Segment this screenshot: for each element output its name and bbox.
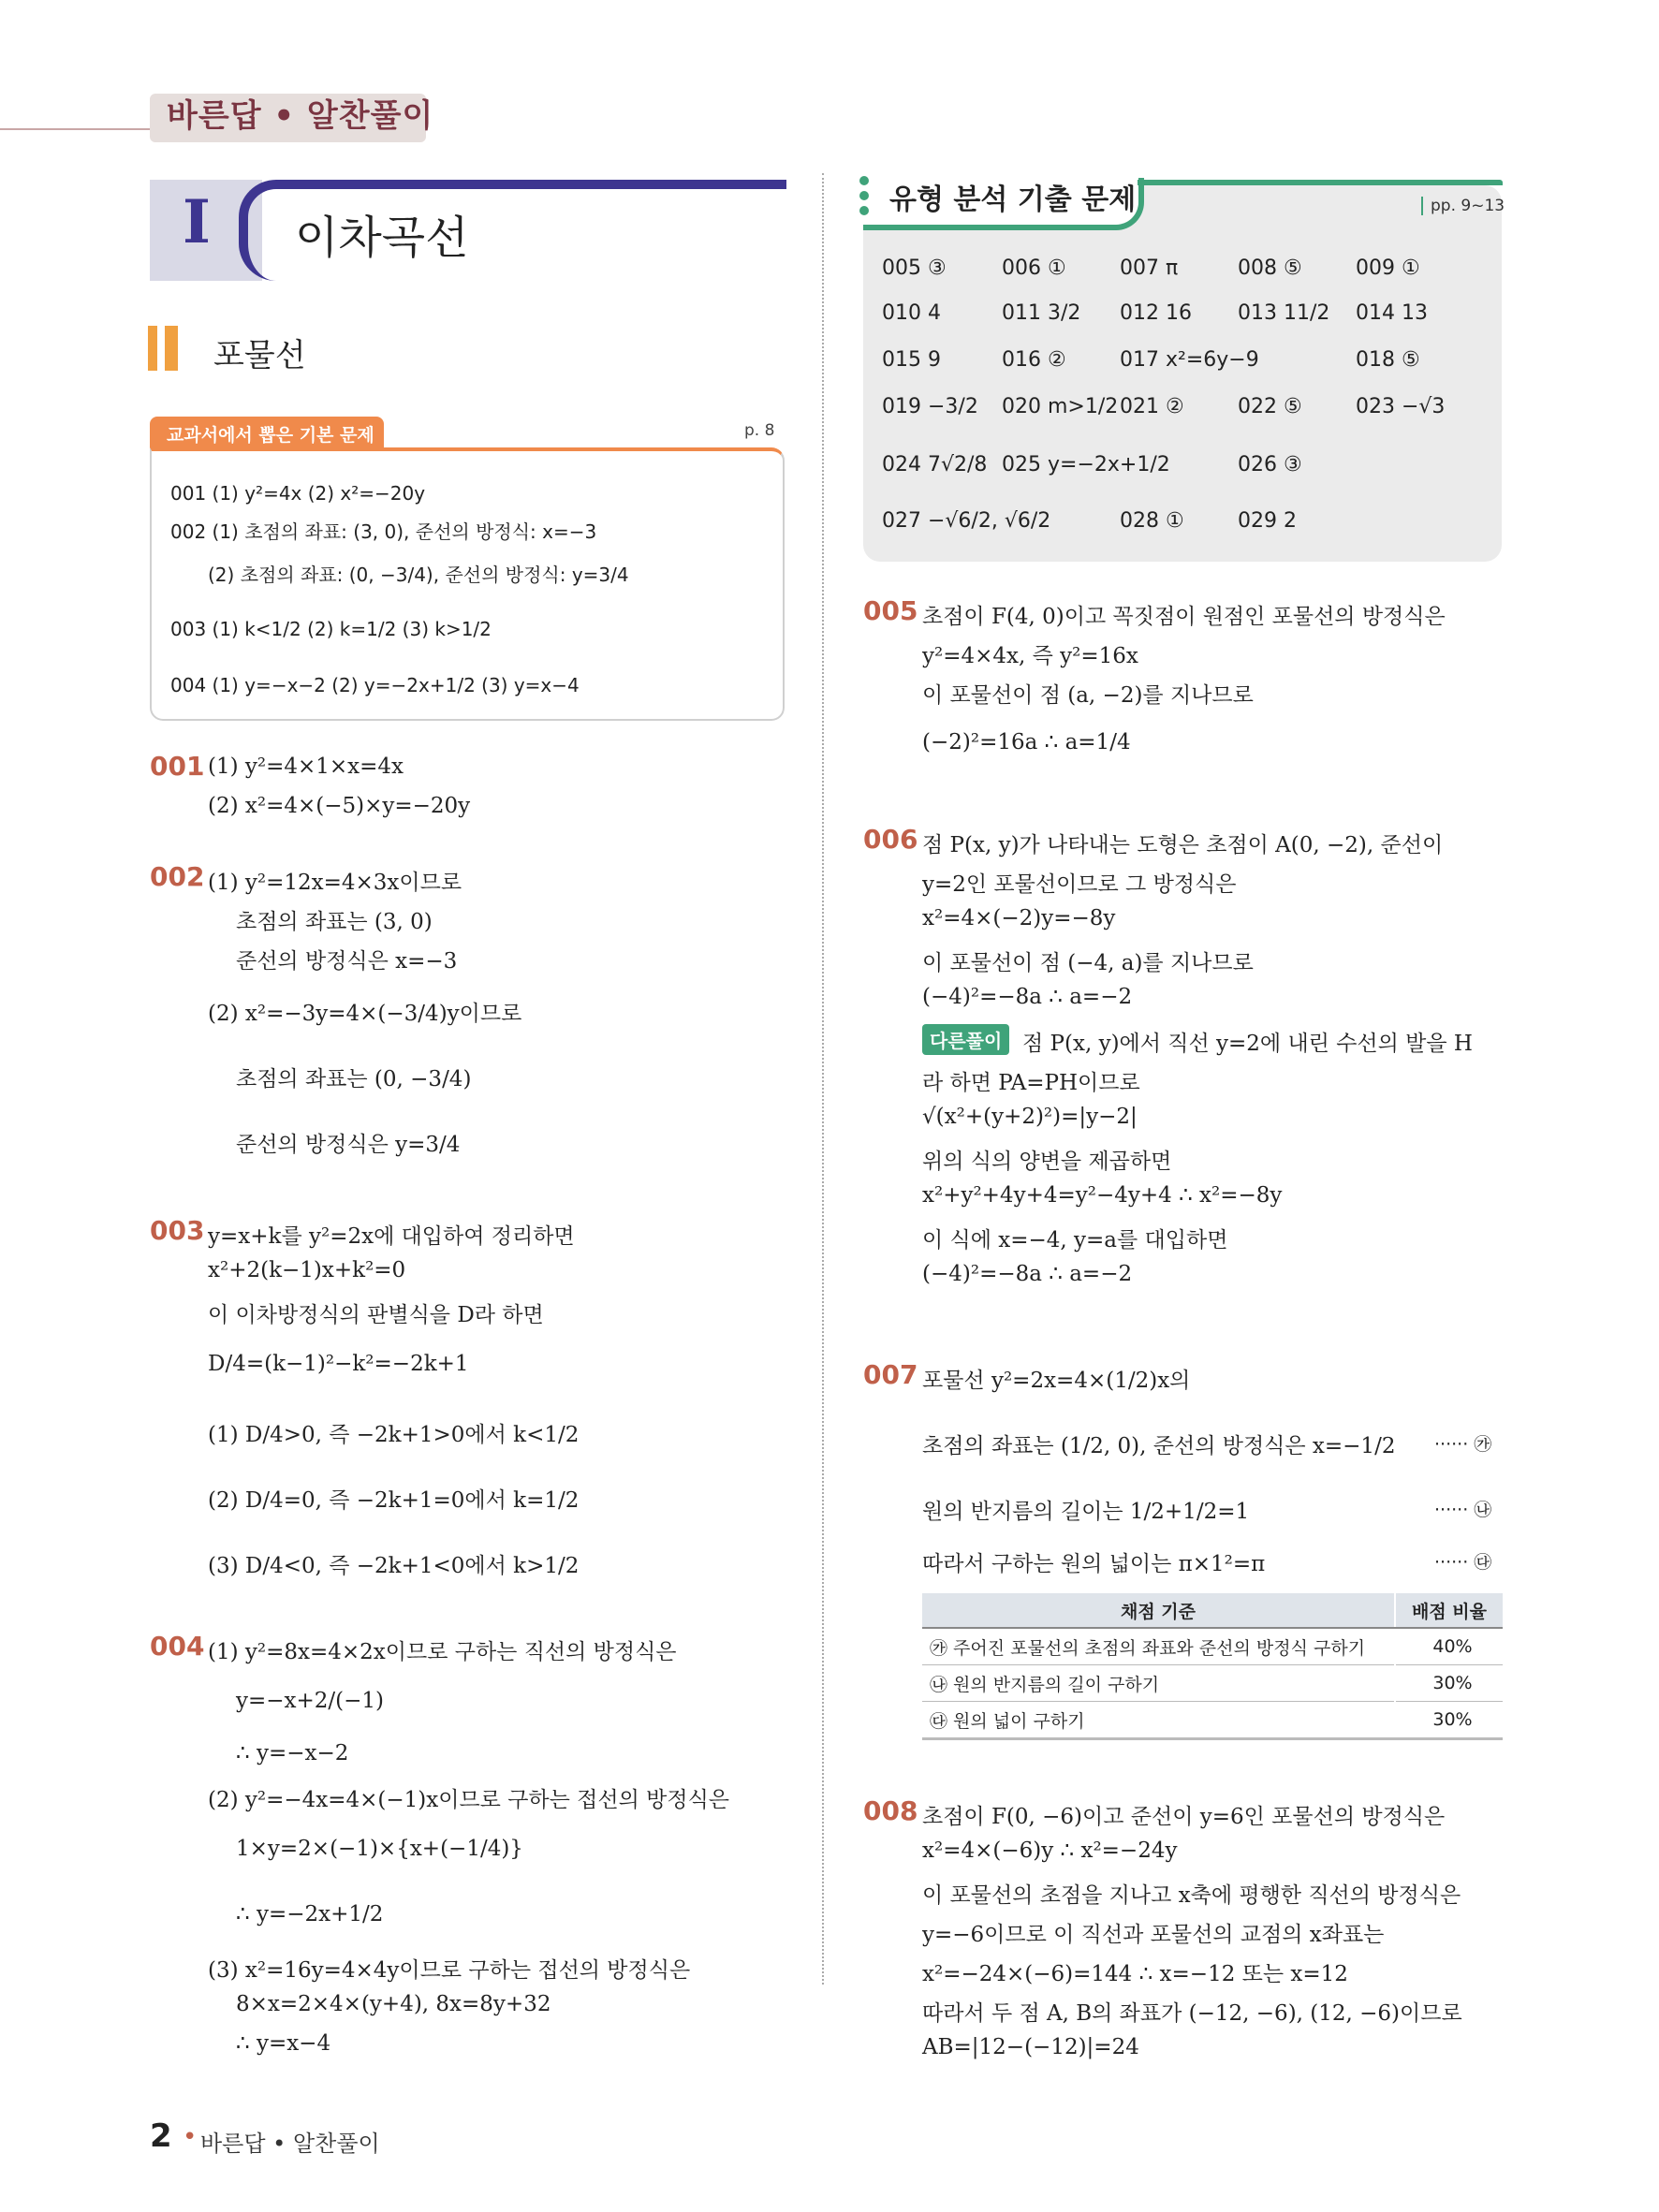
- solution-line: 초점의 좌표는 (0, −3/4): [236, 1067, 472, 1091]
- solution-line: (1) y²=8x=4×2x이므로 구하는 직선의 방정식은: [208, 1640, 677, 1664]
- solution-line: (2) x²=−3y=4×(−3/4)y이므로: [208, 1002, 522, 1026]
- solution-line: (2) y²=−4x=4×(−1)x이므로 구하는 접선의 방정식은: [208, 1788, 730, 1812]
- analysis-title: 유형 분석 기출 문제: [889, 183, 1137, 216]
- solution-line: D/4=(k−1)²−k²=−2k+1: [208, 1352, 469, 1376]
- solution-line: y=−6이므로 이 직선과 포물선의 교점의 x좌표는: [922, 1923, 1385, 1947]
- answer-item: 005 ③: [882, 256, 947, 280]
- section-marker: [165, 326, 178, 371]
- table-header-ratio: 배점 비율: [1395, 1593, 1503, 1628]
- page-number: 2: [150, 2117, 172, 2155]
- solution-line: 점 P(x, y)가 나타내는 도형은 초점이 A(0, −2), 준선이: [922, 833, 1444, 857]
- mark-label: ······ ㉮: [1434, 1434, 1492, 1455]
- solution-line: 이 포물선의 초점을 지나고 x축에 평행한 직선의 방정식은: [922, 1883, 1461, 1908]
- solution-line: (2) x²=4×(−5)×y=−20y: [208, 794, 471, 818]
- basic-line: 001 (1) y²=4x (2) x²=−20y: [170, 482, 426, 505]
- solution-line: y=−x+2/(−1): [236, 1689, 385, 1713]
- answer-item: 029 2: [1238, 509, 1297, 533]
- mark-label: ······ ㉰: [1434, 1552, 1492, 1573]
- solution-line: 포물선 y²=2x=4×(1/2)x의: [922, 1369, 1191, 1393]
- solution-line: 따라서 두 점 A, B의 좌표가 (−12, −6), (12, −6)이므로: [922, 2001, 1462, 2026]
- solution-line: 1×y=2×(−1)×{x+(−1/4)}: [236, 1837, 523, 1861]
- solution-line: 점 P(x, y)에서 직선 y=2에 내린 수선의 발을 H: [1022, 1032, 1473, 1056]
- solution-line: ∴ y=−2x+1/2: [236, 1902, 384, 1926]
- answer-item: 026 ③: [1238, 453, 1302, 476]
- solution-number: 003: [150, 1215, 205, 1246]
- answer-item: 008 ⑤: [1238, 256, 1302, 280]
- table-cell: 30%: [1395, 1665, 1503, 1702]
- solution-line: x²+y²+4y+4=y²−4y+4 ∴ x²=−8y: [922, 1183, 1283, 1208]
- solution-line: (1) D/4>0, 즉 −2k+1>0에서 k<1/2: [208, 1423, 580, 1447]
- solution-line: 이 식에 x=−4, y=a를 대입하면: [922, 1228, 1228, 1252]
- solution-line: 이 포물선이 점 (−4, a)를 지나므로: [922, 951, 1254, 975]
- table-cell: 40%: [1395, 1628, 1503, 1665]
- table-row: [922, 1665, 1503, 1702]
- solution-number: 008: [863, 1795, 918, 1826]
- section-title: 포물선: [213, 337, 306, 374]
- answer-item: 009 ①: [1356, 256, 1420, 280]
- dot-icon: [859, 191, 869, 200]
- solution-line: y=2인 포물선이므로 그 방정식은: [922, 872, 1237, 897]
- answer-item: 015 9: [882, 348, 941, 372]
- scoring-table: [922, 1593, 1503, 1740]
- answer-item: 025 y=−2x+1/2: [1002, 453, 1170, 476]
- answer-item: 024 7√2/8: [882, 453, 988, 476]
- table-cell: ㉰ 원의 넓이 구하기: [922, 1702, 1395, 1739]
- solution-line: x²=−24×(−6)=144 ∴ x=−12 또는 x=12: [922, 1962, 1348, 1986]
- basic-tag-label: 교과서에서 뽑은 기본 문제: [167, 425, 374, 446]
- solution-line: x²+2(k−1)x+k²=0: [208, 1258, 406, 1282]
- solution-line: y=x+k를 y²=2x에 대입하여 정리하면: [208, 1224, 575, 1249]
- solution-line: (1) y²=12x=4×3x이므로: [208, 871, 462, 895]
- solution-line: (3) x²=16y=4×4y이므로 구하는 접선의 방정식은: [208, 1958, 691, 1983]
- answer-item: 022 ⑤: [1238, 395, 1302, 418]
- solution-line: (−4)²=−8a ∴ a=−2: [922, 985, 1133, 1009]
- table-header-row: [922, 1593, 1503, 1628]
- solution-line: 초점이 F(4, 0)이고 꼭짓점이 원점인 포물선의 방정식은: [922, 605, 1446, 629]
- solution-number: 006: [863, 824, 918, 855]
- table-row: [922, 1628, 1503, 1665]
- dot-icon: [859, 206, 869, 215]
- header-rule: [0, 128, 150, 130]
- table-row: [922, 1702, 1503, 1739]
- table-cell: ㉮ 주어진 포물선의 초점의 좌표와 준선의 방정식 구하기: [922, 1628, 1395, 1665]
- solution-line: x²=4×(−6)y ∴ x²=−24y: [922, 1838, 1178, 1863]
- solution-line: x²=4×(−2)y=−8y: [922, 906, 1116, 930]
- section-marker: [148, 326, 157, 371]
- answer-item: 028 ①: [1120, 509, 1184, 533]
- answer-item: 020 m>1/2: [1002, 395, 1119, 418]
- basic-line: 004 (1) y=−x−2 (2) y=−2x+1/2 (3) y=x−4: [170, 674, 580, 696]
- solution-number: 004: [150, 1631, 205, 1662]
- alt-solution-badge: 다른풀이: [922, 1024, 1009, 1055]
- solution-line: 원의 반지름의 길이는 1/2+1/2=1: [922, 1500, 1250, 1524]
- answer-item: 017 x²=6y−9: [1120, 348, 1259, 372]
- basic-line: 003 (1) k<1/2 (2) k=1/2 (3) k>1/2: [170, 618, 492, 640]
- analysis-header-rule: [1138, 180, 1503, 185]
- solution-line: 이 이차방정식의 판별식을 D라 하면: [208, 1303, 544, 1327]
- solution-line: ∴ y=−x−2: [236, 1741, 349, 1765]
- answer-item: 012 16: [1120, 301, 1192, 325]
- answer-item: 021 ②: [1120, 395, 1184, 418]
- solution-line: ∴ y=x−4: [236, 2031, 331, 2056]
- solution-line: √(x²+(y+2)²)=|y−2|: [922, 1105, 1138, 1129]
- basic-line: 002 (1) 초점의 좌표: (3, 0), 준선의 방정식: x=−3: [170, 520, 597, 543]
- answer-item: 014 13: [1356, 301, 1428, 325]
- table-cell: ㉯ 원의 반지름의 길이 구하기: [922, 1665, 1395, 1702]
- solution-line: (2) D/4=0, 즉 −2k+1=0에서 k=1/2: [208, 1488, 580, 1513]
- chapter-title: 이차곡선: [295, 212, 469, 264]
- answer-item: 019 −3/2: [882, 395, 978, 418]
- basic-page-ref: p. 8: [744, 421, 775, 440]
- solution-line: 준선의 방정식은 x=−3: [236, 949, 458, 974]
- solution-line: (−4)²=−8a ∴ a=−2: [922, 1262, 1133, 1286]
- solution-line: 초점이 F(0, −6)이고 준선이 y=6인 포물선의 방정식은: [922, 1805, 1446, 1829]
- solution-line: 준선의 방정식은 y=3/4: [236, 1133, 461, 1157]
- solution-line: 8×x=2×4×(y+4), 8x=8y+32: [236, 1992, 551, 2016]
- solution-line: 초점의 좌표는 (3, 0): [236, 910, 433, 934]
- solution-line: (−2)²=16a ∴ a=1/4: [922, 730, 1131, 754]
- answer-item: 011 3/2: [1002, 301, 1081, 325]
- solution-line: 이 포물선이 점 (a, −2)를 지나므로: [922, 683, 1254, 708]
- answer-item: 006 ①: [1002, 256, 1066, 280]
- dot-icon: [859, 176, 869, 185]
- solution-line: y²=4×4x, 즉 y²=16x: [922, 644, 1138, 668]
- answer-item: 007 π: [1120, 256, 1179, 280]
- answer-item: 018 ⑤: [1356, 348, 1420, 372]
- solution-line: 라 하면 PA=PH이므로: [922, 1071, 1140, 1095]
- solution-line: (3) D/4<0, 즉 −2k+1<0에서 k>1/2: [208, 1554, 580, 1578]
- column-divider: [822, 173, 824, 1985]
- table-cell: 30%: [1395, 1702, 1503, 1739]
- solution-line: 따라서 구하는 원의 넓이는 π×1²=π: [922, 1552, 1266, 1576]
- solution-number: 005: [863, 595, 918, 626]
- header-title: 바른답 • 알찬풀이: [167, 97, 434, 135]
- solution-line: 초점의 좌표는 (1/2, 0), 준선의 방정식은 x=−1/2: [922, 1434, 1396, 1458]
- solution-number: 002: [150, 861, 205, 892]
- answer-item: 023 −√3: [1356, 395, 1446, 418]
- answer-item: 013 11/2: [1238, 301, 1330, 325]
- solution-line: AB=|12−(−12)|=24: [922, 2035, 1139, 2059]
- analysis-page-ref: pp. 9~13: [1421, 197, 1505, 215]
- bullet-icon: •: [183, 2123, 198, 2151]
- mark-label: ······ ㉯: [1434, 1500, 1492, 1520]
- basic-line: (2) 초점의 좌표: (0, −3/4), 준선의 방정식: y=3/4: [208, 564, 629, 586]
- solution-line: 위의 식의 양변을 제곱하면: [922, 1150, 1172, 1174]
- answer-item: 027 −√6/2, √6/2: [882, 509, 1051, 533]
- table-header-criteria: 채점 기준: [922, 1593, 1395, 1628]
- answer-item: 010 4: [882, 301, 941, 325]
- chapter-number: I: [183, 187, 211, 257]
- solution-number: 007: [863, 1359, 918, 1390]
- footer-title: 바른답 • 알찬풀이: [200, 2131, 380, 2157]
- solution-line: (1) y²=4×1×x=4x: [208, 754, 404, 779]
- analysis-box: [863, 185, 1502, 562]
- solution-number: 001: [150, 751, 205, 782]
- answer-item: 016 ②: [1002, 348, 1066, 372]
